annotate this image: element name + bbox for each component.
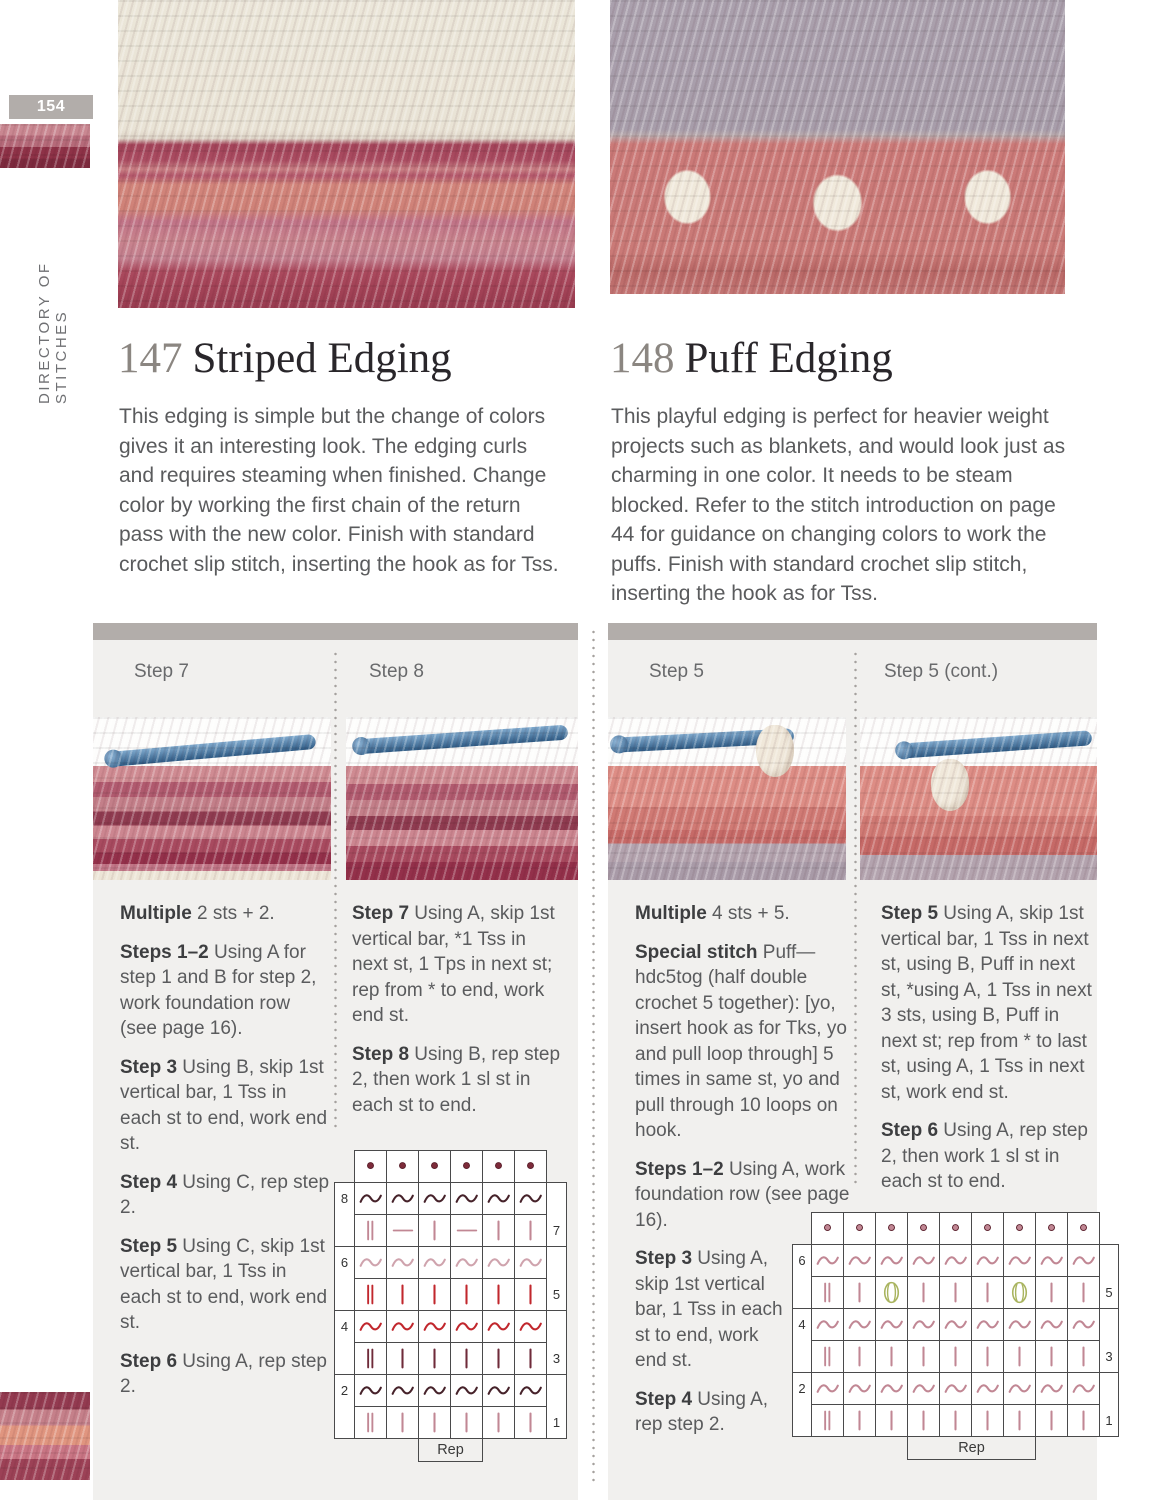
chart-wavy-symbol-cell — [418, 1182, 451, 1215]
instructions-column-2 — [352, 901, 564, 1131]
chart-wavy-symbol-cell — [1067, 1372, 1100, 1405]
instruction-item: Steps 1–2 Using A for step 1 and B for step 2, work foundation row (see page 16). — [120, 941, 317, 1039]
chart-wavy-symbol-cell — [354, 1246, 387, 1279]
instructions-column-1 — [120, 901, 330, 1413]
chart-wavy-symbol-cell — [1035, 1372, 1068, 1405]
chart-slip-stitch-cell — [1035, 1212, 1068, 1245]
chart-wavy-symbol-cell — [875, 1244, 908, 1277]
chart-bar-symbol-cell — [386, 1278, 419, 1311]
crochet-hook — [898, 730, 1093, 759]
chart-wavy-symbol-cell — [939, 1308, 972, 1341]
puff-edging-swatch-photo — [610, 0, 1065, 294]
chart-bar-symbol-cell — [418, 1406, 451, 1439]
instruction-item: Step 8 Using B, rep step 2, then work 1 sl st in each st to end. — [352, 1043, 561, 1116]
article-147-title — [118, 337, 452, 380]
chart-wavy-symbol-cell — [482, 1246, 515, 1279]
dotted-divider — [854, 650, 857, 1188]
chart-bar-symbol-cell — [514, 1214, 547, 1247]
yarn-texture — [0, 1392, 90, 1480]
instruction-item: Step 7 Using A, skip 1st vertical bar, *1 Tss in next st, 1 Tps in next st; rep from * to end, work end st. — [352, 903, 555, 1026]
chart-wavy-symbol-cell — [843, 1372, 876, 1405]
chart-bar-symbol-cell — [1067, 1276, 1100, 1309]
instruction-item: Step 6 Using A, rep step 2, then work 1 sl st in each st to end. — [881, 1120, 1088, 1192]
article-147-intro: This edging is simple but the change of colors gives it an interesting look. The edging curls and requires steaming when finished. Change color by working the first chain of the return pass with the new color. Finish with standard crochet slip stitch, inserting the hook as for Tss. — [119, 405, 559, 576]
chart-slip-stitch-cell — [482, 1150, 515, 1183]
chart-row-number-right: 1 — [1099, 1372, 1119, 1437]
chart-wavy-symbol-cell — [1035, 1244, 1068, 1277]
chart-row-number-left: 2 — [334, 1374, 355, 1439]
chart-wavy-symbol-cell — [875, 1372, 908, 1405]
chart-rep-label: Rep — [907, 1436, 1036, 1460]
column-dotted-divider — [592, 628, 595, 1486]
chart-row-number-right: 7 — [546, 1182, 567, 1247]
crochet-hook — [107, 734, 317, 767]
chart-dash-symbol-cell — [450, 1214, 483, 1247]
chart-slip-stitch-cell — [450, 1150, 483, 1183]
sidebar-crochet-strip-top — [0, 124, 90, 168]
chart-bar-symbol-cell — [1035, 1276, 1068, 1309]
chart-wavy-symbol-cell — [971, 1308, 1004, 1341]
chart-bar-symbol-cell — [1035, 1404, 1068, 1437]
chart-row-number-left: 6 — [792, 1244, 812, 1309]
chart-bar-symbol-cell — [843, 1404, 876, 1437]
article-148-title — [610, 337, 893, 380]
stitch-name: Puff Edging — [684, 335, 893, 382]
chart-slip-stitch-cell — [843, 1212, 876, 1245]
chart-wavy-symbol-cell — [939, 1372, 972, 1405]
chart-wavy-symbol-cell — [1067, 1308, 1100, 1341]
step7-photo — [93, 717, 331, 880]
striped-edging-swatch-photo — [118, 0, 575, 308]
chart-row-number-left: 4 — [334, 1310, 355, 1375]
chart-wavy-symbol-cell — [418, 1246, 451, 1279]
chart-wavy-symbol-cell — [843, 1244, 876, 1277]
chart-bar-symbol-cell — [939, 1404, 972, 1437]
chart-bar-symbol-cell — [514, 1342, 547, 1375]
chart-wavy-symbol-cell — [354, 1182, 387, 1215]
chart-wavy-symbol-cell — [514, 1246, 547, 1279]
chart-row-number-left: 6 — [334, 1246, 355, 1311]
chart-bar-symbol-cell — [482, 1278, 515, 1311]
chart-row-number-left: 4 — [792, 1308, 812, 1373]
chart-wavy-symbol-cell — [811, 1244, 844, 1277]
chart-bar-symbol-cell — [1035, 1340, 1068, 1373]
chart-double-symbol-cell — [811, 1404, 844, 1437]
chart-wavy-symbol-cell — [418, 1374, 451, 1407]
chart-bar-symbol-cell — [514, 1406, 547, 1439]
chart-double-symbol-cell — [811, 1276, 844, 1309]
chart-slip-stitch-cell — [939, 1212, 972, 1245]
chart-puff-symbol-cell — [875, 1276, 908, 1309]
chart-bar-symbol-cell — [843, 1276, 876, 1309]
chart-bar-symbol-cell — [450, 1406, 483, 1439]
step-label-8: Step 8 — [369, 661, 424, 682]
sidebar-crochet-strip-bottom — [0, 1392, 90, 1480]
chart-wavy-symbol-cell — [450, 1374, 483, 1407]
page-number-badge: 154 — [9, 95, 93, 119]
chart-wavy-symbol-cell — [971, 1372, 1004, 1405]
chart-wavy-symbol-cell — [450, 1310, 483, 1343]
chart-wavy-symbol-cell — [450, 1182, 483, 1215]
chart-slip-stitch-cell — [418, 1150, 451, 1183]
chart-bar-symbol-cell — [1067, 1340, 1100, 1373]
instruction-item: Step 5 Using A, skip 1st vertical bar, 1 Tss in next st, using B, Puff in next st, *using A, 1 Tss in next 3 sts, using B, Puff in next st; rep from * to last st, using A, 1 Tss in next st, work end st. — [881, 903, 1092, 1103]
chart-wavy-symbol-cell — [354, 1310, 387, 1343]
chart-bar-symbol-cell — [907, 1404, 940, 1437]
instruction-item: Step 5 Using C, skip 1st vertical bar, 1 Tss in each st to end, work end st. — [120, 1235, 328, 1333]
chart-row-number-left: 8 — [334, 1182, 355, 1247]
chart-wavy-symbol-cell — [418, 1310, 451, 1343]
chart-bar-symbol-cell — [418, 1342, 451, 1375]
instruction-item: Step 3 Using B, skip 1st vertical bar, 1 Tss in each st to end, work end st. — [120, 1056, 328, 1154]
chart-bar-symbol-cell — [386, 1406, 419, 1439]
chart-wavy-symbol-cell — [907, 1308, 940, 1341]
chart-row-number-right: 1 — [546, 1374, 567, 1439]
chart-bar-symbol-cell — [482, 1406, 515, 1439]
chart-row-number-right: 5 — [1099, 1244, 1119, 1309]
chart-bar-symbol-cell — [875, 1340, 908, 1373]
chart-bar-symbol-cell — [971, 1404, 1004, 1437]
yarn-texture — [610, 0, 1065, 294]
chart-bar-symbol-cell — [1003, 1404, 1036, 1437]
chart-bar-symbol-cell — [386, 1342, 419, 1375]
chart-rep-label: Rep — [418, 1438, 483, 1462]
chart-wavy-symbol-cell — [386, 1374, 419, 1407]
instruction-item: Special stitch Puff—hdc5tog (half double crochet 5 together): [yo, insert hook as for Tks, yo and pull loop through] 5 times in same st, yo and pull through 10 loops on hook. — [635, 941, 847, 1141]
panel-top-bar-left — [93, 623, 578, 640]
instruction-item: Step 3 Using A, skip 1st vertical bar, 1 Tss in each st to end, work end st. — [635, 1248, 783, 1371]
sidebar-section-label: DIRECTORY OF STITCHES — [36, 261, 70, 404]
chart-wavy-symbol-cell — [971, 1244, 1004, 1277]
chart-double-symbol-cell — [354, 1406, 387, 1439]
chart-bar-symbol-cell — [482, 1342, 515, 1375]
chart-double-symbol-cell — [811, 1340, 844, 1373]
step5-photo — [608, 717, 846, 880]
chart-bar-symbol-cell — [907, 1340, 940, 1373]
chart-wavy-symbol-cell — [514, 1182, 547, 1215]
chart-bar-symbol-cell — [875, 1404, 908, 1437]
instruction-item: Multiple 4 sts + 5. — [635, 903, 790, 924]
chart-bar-symbol-cell — [450, 1342, 483, 1375]
chart-bar-symbol-cell — [1003, 1340, 1036, 1373]
puff-edging-chart — [792, 1212, 1119, 1461]
instruction-item: Step 4 Using C, rep step 2. — [120, 1171, 330, 1218]
puff-stitch-yarn — [756, 725, 794, 777]
chart-row-number-right: 5 — [546, 1246, 567, 1311]
chart-double-symbol-cell — [354, 1214, 387, 1247]
chart-slip-stitch-cell — [875, 1212, 908, 1245]
instruction-item: Step 4 Using A, rep step 2. — [635, 1388, 769, 1435]
chart-slip-stitch-cell — [386, 1150, 419, 1183]
step8-photo — [346, 717, 578, 880]
chart-row-number-right: 3 — [546, 1310, 567, 1375]
chart-wavy-symbol-cell — [875, 1308, 908, 1341]
chart-wavy-symbol-cell — [1003, 1372, 1036, 1405]
instructions-column-4 — [881, 901, 1096, 1208]
chart-row-number-left: 2 — [792, 1372, 812, 1437]
chart-wavy-symbol-cell — [1003, 1308, 1036, 1341]
chart-double-symbol-cell — [354, 1342, 387, 1375]
chart-bar-symbol-cell — [1067, 1404, 1100, 1437]
chart-slip-stitch-cell — [971, 1212, 1004, 1245]
chart-puff-symbol-cell — [1003, 1276, 1036, 1309]
instruction-item: Step 6 Using A, rep step 2. — [120, 1350, 327, 1397]
chart-bar-symbol-cell — [450, 1278, 483, 1311]
yarn-rows — [608, 766, 846, 880]
chart-wavy-symbol-cell — [514, 1374, 547, 1407]
chart-dash-symbol-cell — [386, 1214, 419, 1247]
chart-wavy-symbol-cell — [1035, 1308, 1068, 1341]
chart-wavy-symbol-cell — [482, 1182, 515, 1215]
chart-bar-symbol-cell — [843, 1340, 876, 1373]
chart-slip-stitch-cell — [1003, 1212, 1036, 1245]
chart-bar-symbol-cell — [418, 1214, 451, 1247]
step-label-7: Step 7 — [134, 661, 189, 682]
chart-slip-stitch-cell — [1067, 1212, 1100, 1245]
chart-wavy-symbol-cell — [514, 1310, 547, 1343]
chart-wavy-symbol-cell — [811, 1308, 844, 1341]
chart-wavy-symbol-cell — [450, 1246, 483, 1279]
chart-wavy-symbol-cell — [482, 1310, 515, 1343]
chart-wavy-symbol-cell — [939, 1244, 972, 1277]
article-148-intro: This playful edging is perfect for heavier weight projects such as blankets, and would look just as charming in one color. It needs to be steam blocked. Refer to the stitch introduction on page 44 for guidance on changing colors to work the puffs. Finish with standard crochet slip stitch, inserting the hook as for Tss. — [611, 405, 1066, 605]
chart-bar-symbol-cell — [971, 1276, 1004, 1309]
chart-wavy-symbol-cell — [843, 1308, 876, 1341]
step-label-5: Step 5 — [649, 661, 704, 682]
chart-bar-symbol-cell — [514, 1278, 547, 1311]
chart-row-number-right: 3 — [1099, 1308, 1119, 1373]
chart-wavy-symbol-cell — [811, 1372, 844, 1405]
instruction-item: Multiple 2 sts + 2. — [120, 903, 275, 924]
chart-slip-stitch-cell — [354, 1150, 387, 1183]
stitch-number: 148 — [610, 335, 675, 382]
chart-wavy-symbol-cell — [386, 1182, 419, 1215]
chart-double-symbol-cell — [354, 1278, 387, 1311]
chart-wavy-symbol-cell — [1067, 1244, 1100, 1277]
chart-bar-symbol-cell — [939, 1276, 972, 1309]
chart-wavy-symbol-cell — [907, 1244, 940, 1277]
yarn-rows — [860, 766, 1097, 880]
chart-wavy-symbol-cell — [354, 1374, 387, 1407]
yarn-rows — [346, 766, 578, 880]
stitch-name: Striped Edging — [192, 335, 452, 382]
chart-slip-stitch-cell — [907, 1212, 940, 1245]
chart-bar-symbol-cell — [939, 1340, 972, 1373]
chart-bar-symbol-cell — [971, 1340, 1004, 1373]
chart-wavy-symbol-cell — [1003, 1244, 1036, 1277]
dotted-divider — [334, 650, 337, 1128]
chart-wavy-symbol-cell — [386, 1246, 419, 1279]
chart-bar-symbol-cell — [907, 1276, 940, 1309]
chart-bar-symbol-cell — [418, 1278, 451, 1311]
stitch-number: 147 — [118, 335, 183, 382]
chart-wavy-symbol-cell — [386, 1310, 419, 1343]
yarn-texture — [0, 124, 90, 168]
chart-wavy-symbol-cell — [482, 1374, 515, 1407]
instruction-item: Steps 1–2 Using A, work foundation row (see page 16). — [635, 1158, 850, 1231]
chart-wavy-symbol-cell — [907, 1372, 940, 1405]
step-label-5-cont: Step 5 (cont.) — [884, 661, 999, 682]
yarn-texture — [118, 0, 575, 308]
step5-cont-photo — [860, 717, 1097, 880]
chart-slip-stitch-cell — [514, 1150, 547, 1183]
chart-slip-stitch-cell — [811, 1212, 844, 1245]
yarn-rows — [93, 766, 331, 880]
crochet-hook — [355, 724, 569, 754]
chart-bar-symbol-cell — [482, 1214, 515, 1247]
striped-edging-chart — [334, 1150, 567, 1463]
panel-top-bar-right — [608, 623, 1097, 640]
